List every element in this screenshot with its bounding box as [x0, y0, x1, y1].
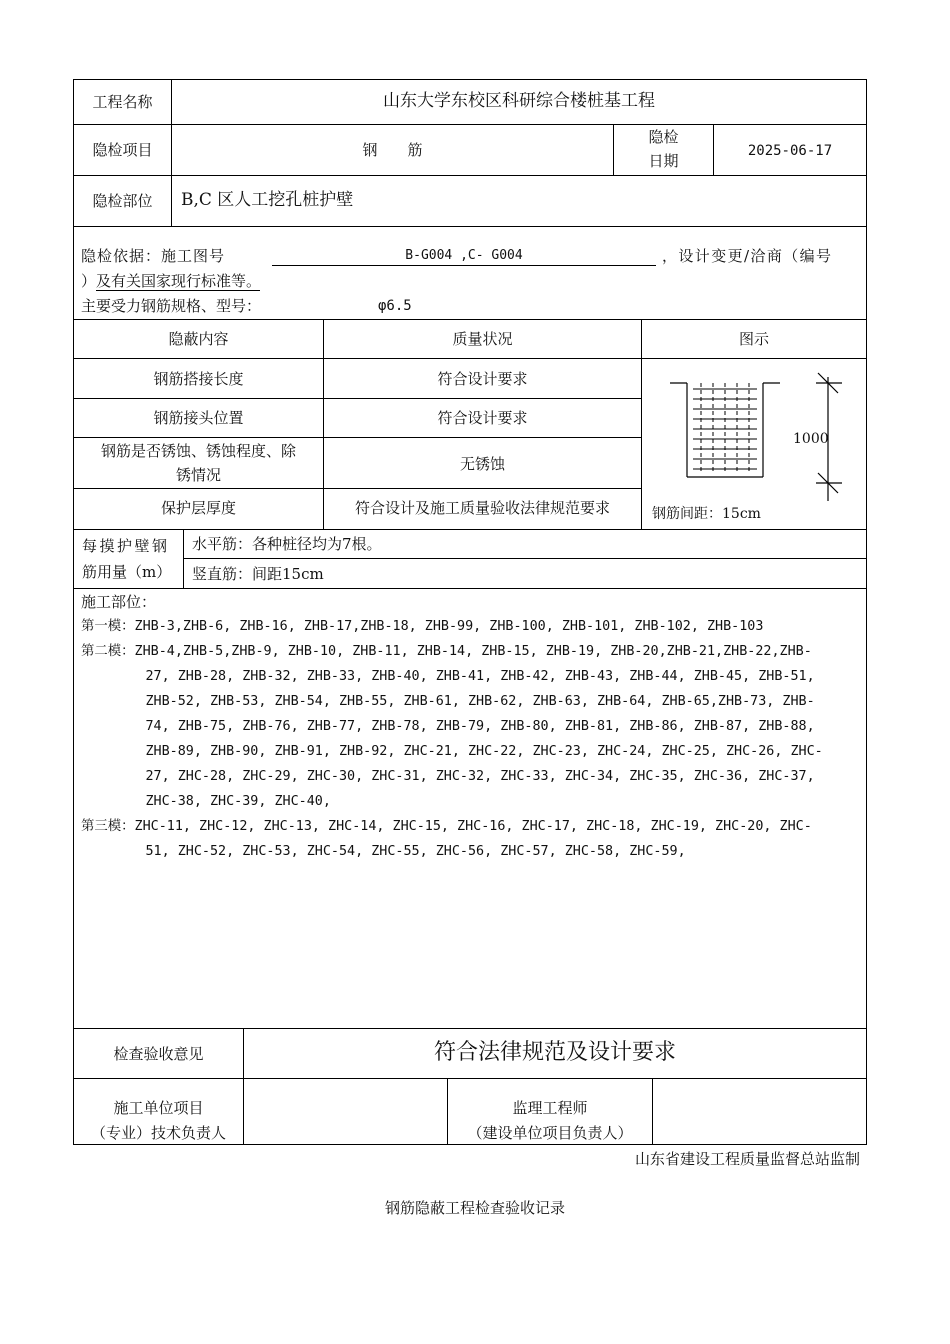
- usage-label-2: 筋用量（m）: [82, 563, 172, 581]
- row-cover-thickness: 保护层厚度: [160, 499, 236, 517]
- construction-line: 27, ZHC-28, ZHC-29, ZHC-30, ZHC-31, ZHC-32, ZHC-33, ZHC-34, ZHC-35, ZHC-36, ZHC-37,: [81, 769, 815, 784]
- opinion-label: 检查验收意见: [113, 1045, 204, 1063]
- document-title: 钢筋隐蔽工程检查验收记录: [384, 1199, 565, 1217]
- row-rust-line1: 钢筋是否锈蚀、锈蚀程度、除: [100, 442, 296, 460]
- basis-underline: [96, 290, 260, 291]
- row-rust-status: 无锈蚀: [459, 455, 505, 473]
- construction-line: 74, ZHB-75, ZHB-76, ZHB-77, ZHB-78, ZHB-79, ZHB-80, ZHB-81, ZHB-86, ZHB-87, ZHB-88,: [81, 719, 815, 734]
- date-label-1: 隐检: [648, 128, 679, 146]
- construction-line: 第二模：ZHB-4,ZHB-5,ZHB-9, ZHB-10, ZHB-11, ZHB-14, ZHB-15, ZHB-19, ZHB-20,ZHB-21,ZHB-22,ZHB-: [81, 644, 812, 659]
- diagram-caption: 钢筋间距：15cm: [652, 506, 761, 522]
- row-lap-length-status: 符合设计要求: [437, 370, 528, 388]
- construction-line: ZHB-52, ZHB-53, ZHB-54, ZHB-55, ZHB-61, ZHB-62, ZHB-63, ZHB-64, ZHB-65,ZHB-73, ZHB-: [81, 694, 815, 709]
- signature-left-field[interactable]: [244, 1079, 447, 1144]
- signature-right-line1: 监理工程师: [512, 1099, 588, 1117]
- basis-line2: ）及有关国家现行标准等。: [81, 272, 262, 290]
- basis-prefix: 隐检依据：施工图号: [81, 247, 226, 265]
- construction-line: ZHC-38, ZHC-39, ZHC-40,: [81, 794, 331, 809]
- opinion-value: 符合法律规范及设计要求: [433, 1040, 676, 1065]
- row-rust-line2: 锈情况: [175, 466, 221, 484]
- construction-line: 第一模：ZHB-3,ZHB-6, ZHB-16, ZHB-17,ZHB-18, ZHB-99, ZHB-100, ZHB-101, ZHB-102, ZHB-103: [81, 619, 764, 634]
- signature-right-field[interactable]: [653, 1079, 866, 1144]
- usage-vertical: 竖直筋：间距15cm: [192, 565, 324, 583]
- rebar-spec-value: φ6.5: [378, 298, 412, 314]
- construction-line: 51, ZHC-52, ZHC-53, ZHC-54, ZHC-55, ZHC-56, ZHC-57, ZHC-58, ZHC-59,: [81, 844, 686, 859]
- project-name: 山东大学东校区科研综合楼桩基工程: [383, 91, 655, 111]
- usage-horizontal: 水平筋：各种桩径均为7根。: [192, 535, 382, 553]
- date-value: 2025-06-17: [747, 143, 833, 159]
- signature-right-line2: （建设单位项目负责人）: [467, 1124, 633, 1142]
- location-value: B,C 区人工挖孔桩护壁: [181, 190, 354, 210]
- basis-suffix: ，设计变更/洽商（编号: [662, 247, 833, 265]
- construction-title: 施工部位：: [81, 593, 157, 611]
- item-label: 隐检项目: [92, 141, 153, 159]
- rebar-diagram: [642, 359, 866, 509]
- header-status: 质量状况: [452, 330, 513, 348]
- item-value: 钢 筋: [362, 141, 423, 159]
- construction-line: 27, ZHB-28, ZHB-32, ZHB-33, ZHB-40, ZHB-41, ZHB-42, ZHB-43, ZHB-44, ZHB-45, ZHB-51,: [81, 669, 815, 684]
- project-name-label: 工程名称: [92, 93, 153, 111]
- signature-left-line2: （专业）技术负责人: [90, 1124, 226, 1142]
- basis-drawing: B-G004 ,C- G004: [272, 247, 656, 266]
- construction-line: ZHB-89, ZHB-90, ZHB-91, ZHB-92, ZHC-21, ZHC-22, ZHC-23, ZHC-24, ZHC-25, ZHC-26, ZHC-: [81, 744, 823, 759]
- row-lap-length: 钢筋搭接长度: [153, 370, 244, 388]
- construction-line: 第三模：ZHC-11, ZHC-12, ZHC-13, ZHC-14, ZHC-15, ZHC-16, ZHC-17, ZHC-18, ZHC-19, ZHC-20, ZHC-: [81, 819, 812, 834]
- issuer-note: 山东省建设工程质量监督总站监制: [634, 1150, 860, 1168]
- diagram-dimension: 1000: [793, 431, 829, 447]
- usage-label-1: 每摸护壁钢: [82, 537, 170, 555]
- row-joint-position-status: 符合设计要求: [437, 409, 528, 427]
- signature-left-line1: 施工单位项目: [113, 1099, 204, 1117]
- row-joint-position: 钢筋接头位置: [153, 409, 244, 427]
- header-content: 隐蔽内容: [168, 330, 229, 348]
- location-label: 隐检部位: [92, 192, 153, 210]
- date-label-2: 日期: [648, 152, 679, 170]
- rebar-spec-label: 主要受力钢筋规格、型号：: [81, 297, 262, 315]
- header-diagram: 图示: [738, 330, 769, 348]
- row-cover-status: 符合设计及施工质量验收法律规范要求: [354, 499, 610, 517]
